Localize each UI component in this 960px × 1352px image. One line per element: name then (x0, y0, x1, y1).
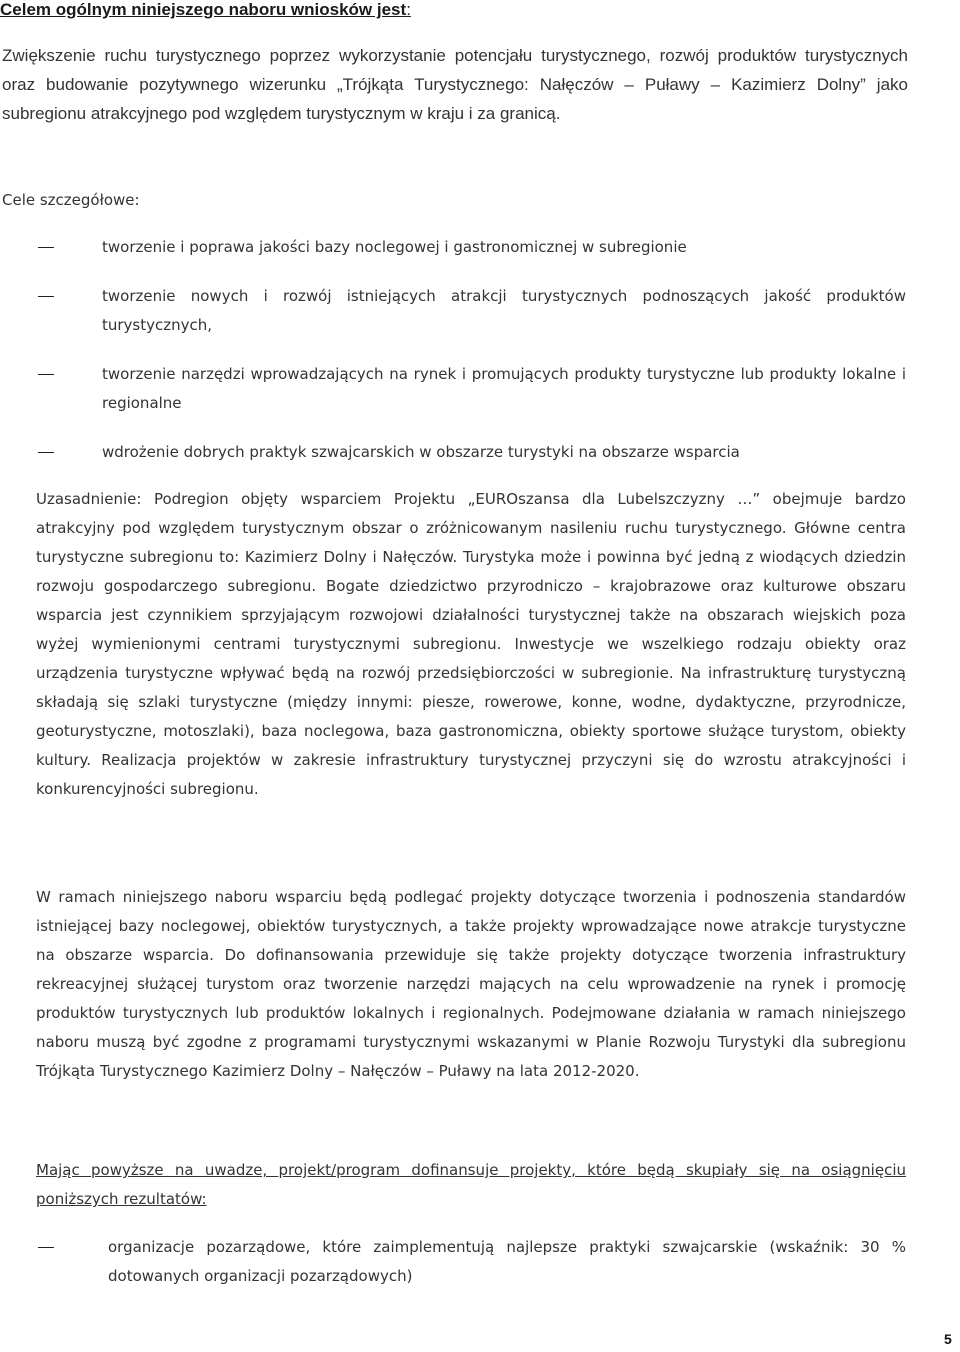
results-list (0, 1233, 906, 1291)
list-item-text: organizacje pozarządowe, które zaimplementują najlepsze praktyki szwajcarskie (wskaźnik: 30 % dotowanych organizacji pozarządowych) (108, 1238, 906, 1285)
list-item-text: tworzenie nowych i rozwój istniejących atrakcji turystycznych podnoszących jakość produktów turystycznych, (102, 287, 906, 334)
call-scope-paragraph: W ramach niniejszego naboru wsparciu będą podlegać projekty dotyczące tworzenia i podnoszenia standardów istniejącej bazy noclegowej, obiektów turystycznych, a także projekty wprowadzające nowe atrakcje turystyczne na obszarze wsparcia. Do dofinansowania przewiduje się także projekty dotyczące tworzenia infrastruktury rekreacyjnej służącej turystom oraz tworzenie narzędzi mających na celu wprowadzenie na rynek i promocję produktów turystycznych lub produktów lokalnych i regionalnych. Podejmowane działania w ramach niniejszego naboru muszą być zgodne z programami turystycznymi wskazanymi w Planie Rozwoju Turystyki dla subregionu Trójkąta Turystycznego Kazimierz Dolny – Nałęczów – Puławy na lata 2012-2020. (36, 888, 906, 1080)
list-item (0, 360, 906, 438)
results-intro: Mając powyższe na uwadze, projekt/program dofinansuje projekty, które będą skupiały się na osiągnięciu poniższych rezultatów: (36, 1161, 906, 1208)
list-item (0, 282, 906, 360)
list-item (0, 1233, 906, 1291)
dash-bullet-icon (38, 1247, 54, 1248)
specific-goals-label: Cele szczegółowe: (2, 191, 140, 209)
justification-paragraph: Uzasadnienie: Podregion objęty wsparciem Projektu „EUROszansa dla Lubelszczyzny …” obejmuje bardzo atrakcyjny pod względem turystycznym obszar o zróżnicowanym nasileniu ruchu turystycznego. Główne centra turystyczne subregionu to: Kazimierz Dolny i Nałęczów. Turystyka może i powinna być jedną z wiodących dziedzin rozwoju gospodarczego subregionu. Bogate dziedzictwo przyrodniczo – krajobrazowe oraz kulturowe obszaru wsparcia jest czynnikiem sprzyjającym rozwojowi działalności turystycznej także na obszarach wiejskich poza wyżej wymienionymi centrami turystycznymi subregionu. Inwestycje we wszelkiego rodzaju obiekty oraz urządzenia turystyczne wpływać będą na rozwój przedsiębiorczości w subregionie. Na infrastrukturę turystyczną składają się szlaki turystyczne (między innymi: piesze, rowerowe, konne, wodne, dydaktyczne, przyrodnicze, geoturystyczne, motoszlaki), baza noclegowa, baza gastronomiczna, obiekty sportowe służące turystom, obiekty kultury. Realizacja projektów w zakresie infrastruktury turystycznej przyczyni się do wzrostu atrakcyjności i konkurencyjności subregionu. (36, 490, 906, 798)
dash-bullet-icon (38, 374, 54, 375)
dash-bullet-icon (38, 296, 54, 297)
list-item (0, 438, 906, 478)
heading-colon: : (406, 0, 411, 19)
heading-text: Celem ogólnym niniejszego naboru wniosków jest (0, 0, 407, 19)
list-item-text: tworzenie i poprawa jakości bazy noclegowej i gastronomicznej w subregionie (102, 238, 687, 256)
specific-goals-list (0, 233, 906, 478)
section-heading (0, 0, 920, 22)
list-item-text: wdrożenie dobrych praktyk szwajcarskich w obszarze turystyki na obszarze wsparcia (102, 443, 740, 461)
general-goal-paragraph: Zwiększenie ruchu turystycznego poprzez wykorzystanie potencjału turystycznego, rozwój produktów turystycznych oraz budowanie pozytywnego wizerunku „Trójkąta Turystycznego: Nałęczów – Puławy – Kazimierz Dolny” jako subregionu atrakcyjnego pod względem turystycznym w kraju i za granicą. (2, 46, 908, 123)
dash-bullet-icon (38, 452, 54, 453)
page-number: 5 (944, 1331, 952, 1347)
list-item-text: tworzenie narzędzi wprowadzających na rynek i promujących produkty turystyczne lub produkty lokalne i regionalne (102, 365, 906, 412)
dash-bullet-icon (38, 247, 54, 248)
list-item (0, 233, 906, 282)
